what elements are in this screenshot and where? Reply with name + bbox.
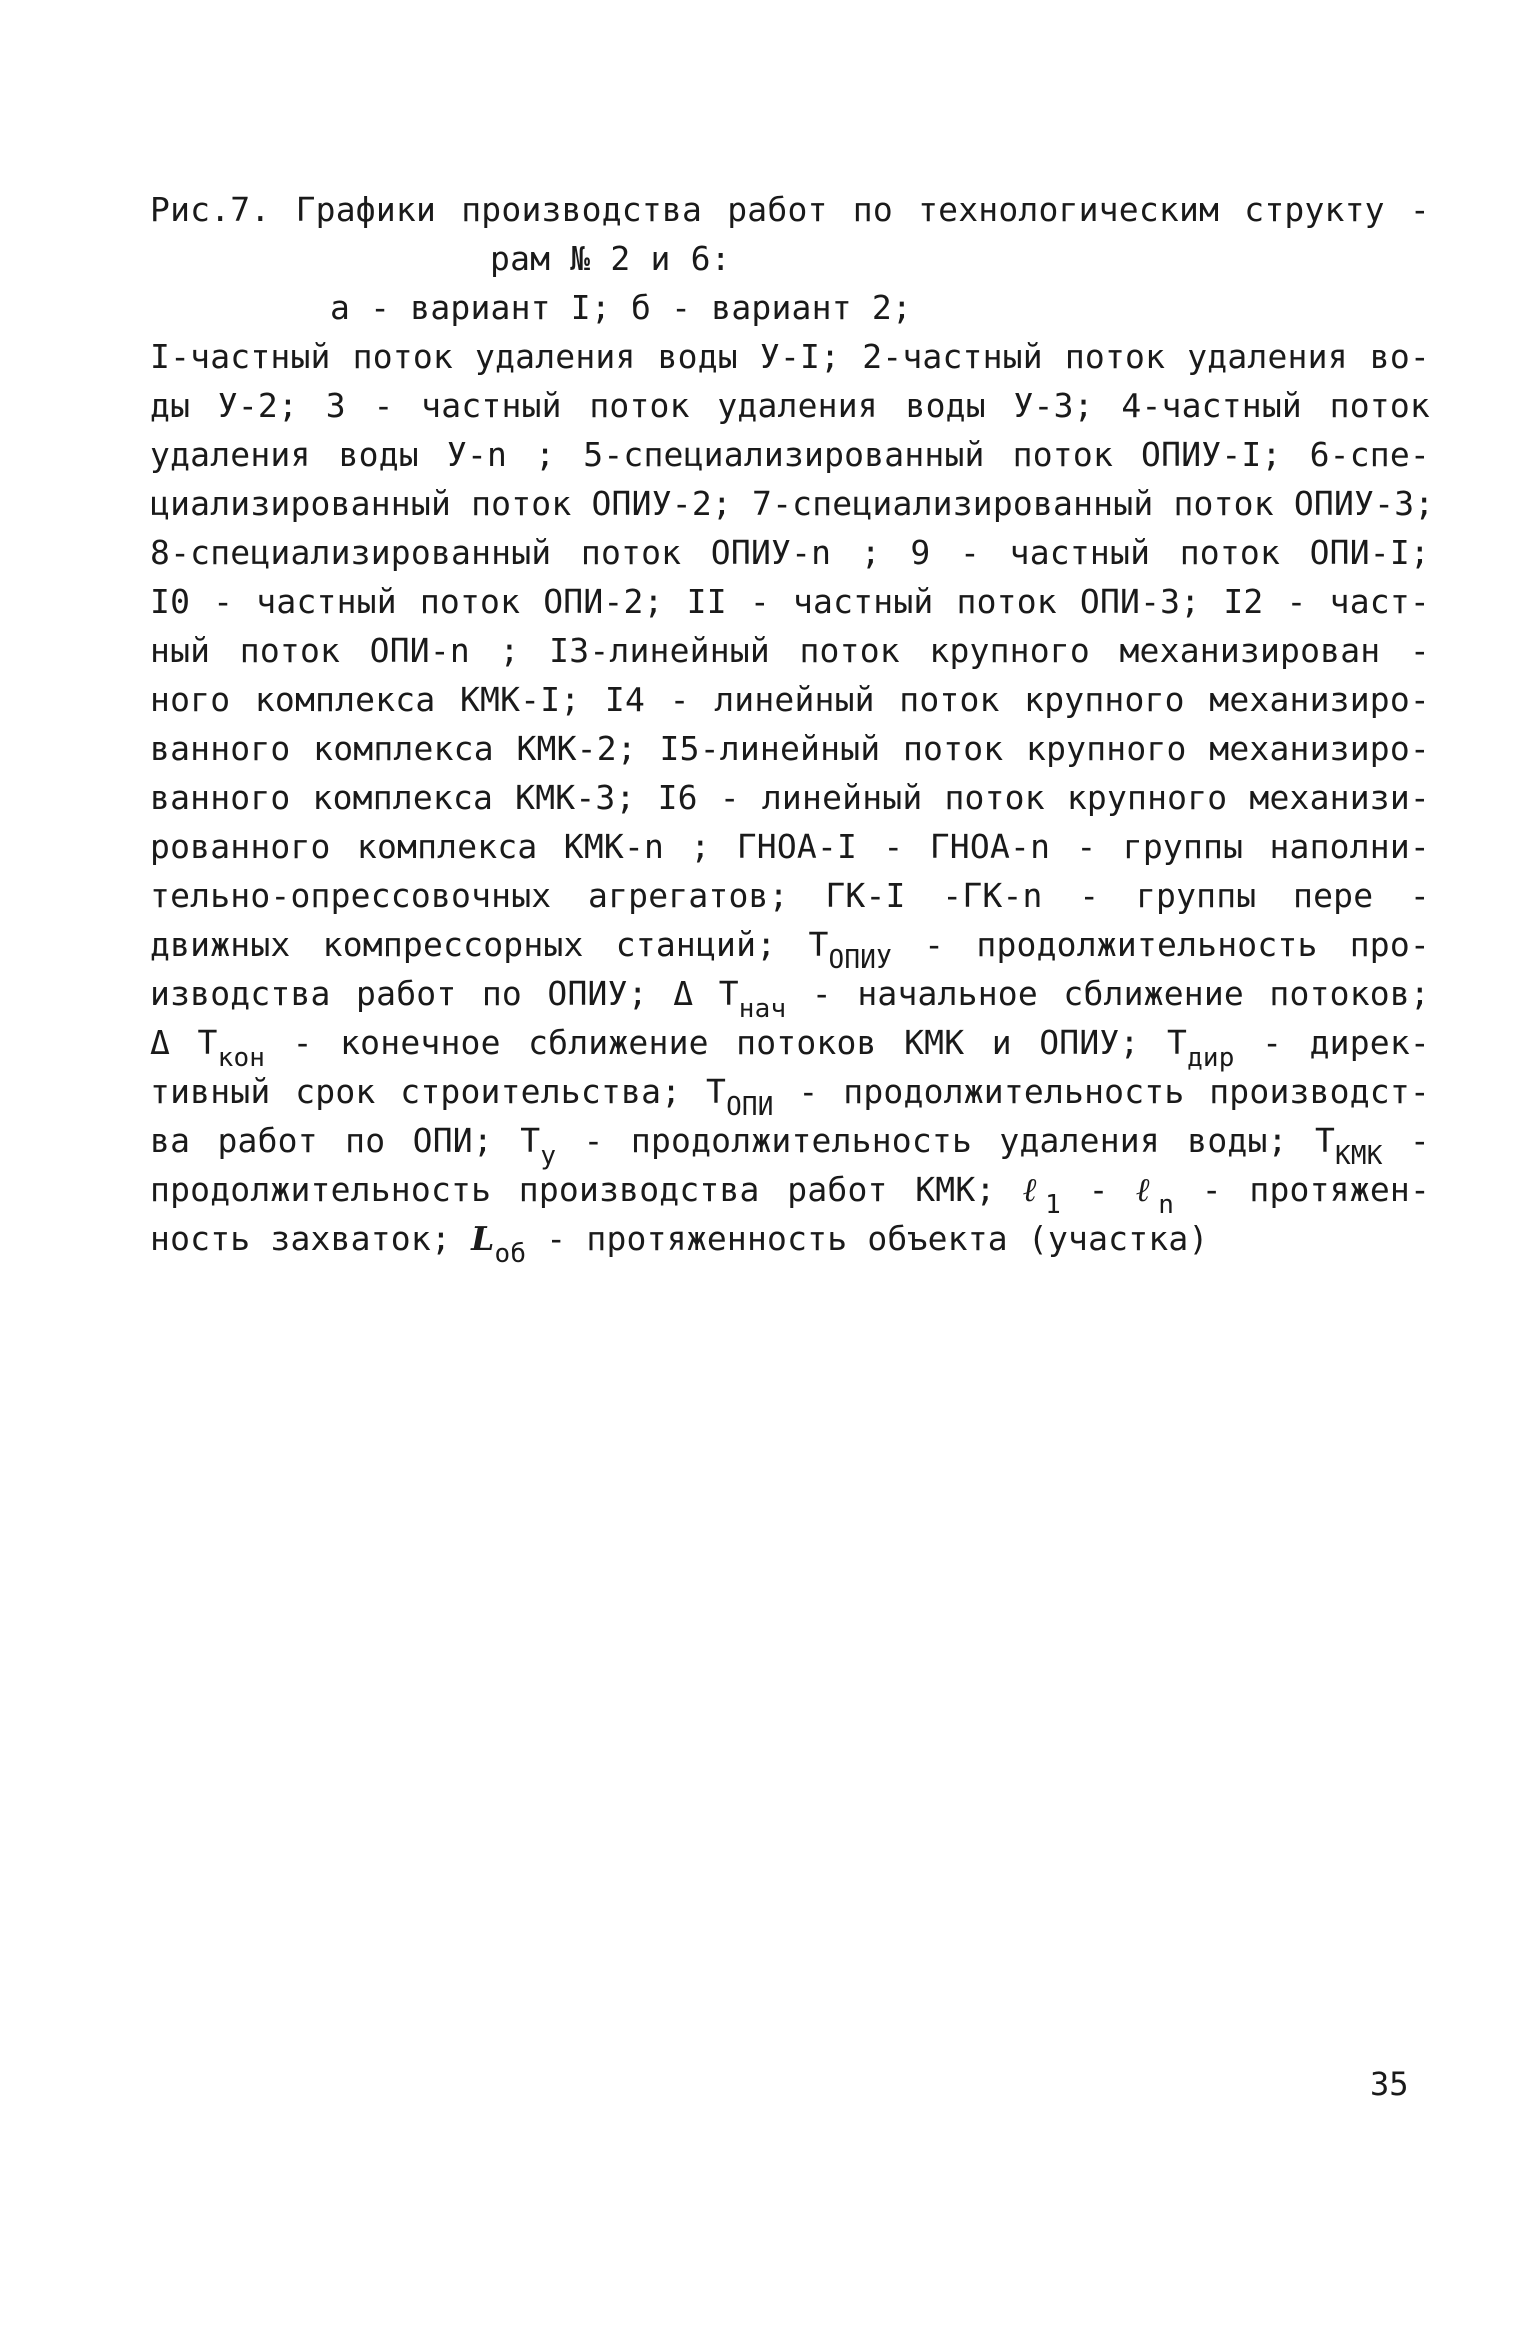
caption-text: тивный срок строительства; Т [150, 1072, 727, 1111]
caption-text: - продолжительность производст- [773, 1072, 1430, 1111]
caption-line: 8-специализированный поток ОПИУ-n ; 9 - частный поток ОПИ-I; [150, 533, 1430, 572]
subscript: дир [1187, 1043, 1235, 1073]
caption-text: - продолжительность про- [891, 925, 1430, 964]
caption-text: - начальное сближение потоков; [786, 974, 1430, 1013]
caption-line [150, 1165, 1431, 1220]
caption-line [150, 920, 1430, 975]
subscript: n [1158, 1190, 1175, 1220]
caption-line [150, 1067, 1430, 1122]
caption-line: а - вариант I; б - вариант 2; [330, 288, 912, 327]
caption-text: продолжительность производства работ КМК; [150, 1170, 1024, 1209]
caption-text: - конечное сближение потоков КМК и ОПИУ; Т [265, 1023, 1188, 1062]
caption-line: I-частный поток удаления воды У-I; 2-частный поток удаления во- [150, 337, 1430, 376]
subscript: у [540, 1141, 557, 1171]
caption-line [150, 1018, 1431, 1073]
math-symbol: ℓ [1023, 1170, 1046, 1209]
caption-line: удаления воды У-n ; 5-специализированный поток ОПИУ-I; 6-спе- [150, 435, 1430, 474]
subscript: об [494, 1239, 527, 1269]
caption-line: ды У-2; 3 - частный поток удаления воды У-3; 4-частный поток [150, 386, 1430, 425]
caption-text: - дирек- [1234, 1023, 1431, 1062]
subscript: ОПИУ [828, 945, 892, 975]
caption-line: ванного комплекса КМК-2; I5-линейный поток крупного механизиро- [150, 729, 1430, 768]
subscript: нач [738, 994, 787, 1024]
caption-text: - протяженность объекта (участка) [526, 1219, 1209, 1258]
caption-text: движных компрессорных станций; Т [150, 925, 829, 964]
caption-line: тельно-опрессовочных агрегатов; ГК-I -ГК-n - группы пере - [150, 876, 1430, 915]
caption-text: Δ Т [150, 1023, 218, 1062]
caption-line: I0 - частный поток ОПИ-2; II - частный поток ОПИ-3; I2 - част- [150, 582, 1430, 621]
caption-text: - [1382, 1121, 1430, 1160]
page-number: 35 [1370, 2065, 1409, 2103]
caption-line: ный поток ОПИ-n ; I3-линейный поток крупного механизирован - [150, 631, 1430, 670]
caption-line [150, 1214, 1430, 1269]
caption-text: ность захваток; [150, 1219, 472, 1258]
caption-line: циализированный поток ОПИУ-2; 7-специализированный поток ОПИУ-3; [150, 484, 1435, 523]
subscript: кон [217, 1043, 266, 1073]
caption-line [150, 1116, 1430, 1171]
subscript: ОПИ [726, 1092, 774, 1122]
caption-text: - продолжительность удаления воды; Т [556, 1121, 1336, 1160]
math-symbol: L [471, 1219, 495, 1258]
figure-caption [150, 185, 1435, 1269]
caption-text: ва работ по ОПИ; Т [150, 1121, 541, 1160]
caption-text: - [1060, 1170, 1137, 1209]
caption-line: ванного комплекса КМК-3; I6 - линейный поток крупного механизи- [150, 778, 1430, 817]
caption-text: изводства работ по ОПИУ; Δ Т [150, 974, 739, 1013]
caption-line: рованного комплекса КМК-n ; ГНОА-I - ГНОА-n - группы наполни- [150, 827, 1430, 866]
caption-line: рам № 2 и 6: [490, 239, 731, 278]
caption-text: - протяжен- [1174, 1170, 1431, 1209]
math-symbol: ℓ [1136, 1170, 1159, 1209]
subscript: 1 [1045, 1190, 1061, 1220]
caption-line: ного комплекса КМК-I; I4 - линейный поток крупного механизиро- [150, 680, 1430, 719]
subscript: КМК [1335, 1141, 1383, 1171]
caption-line: Рис.7. Графики производства работ по технологическим структу - [150, 190, 1430, 229]
caption-line [150, 969, 1430, 1024]
